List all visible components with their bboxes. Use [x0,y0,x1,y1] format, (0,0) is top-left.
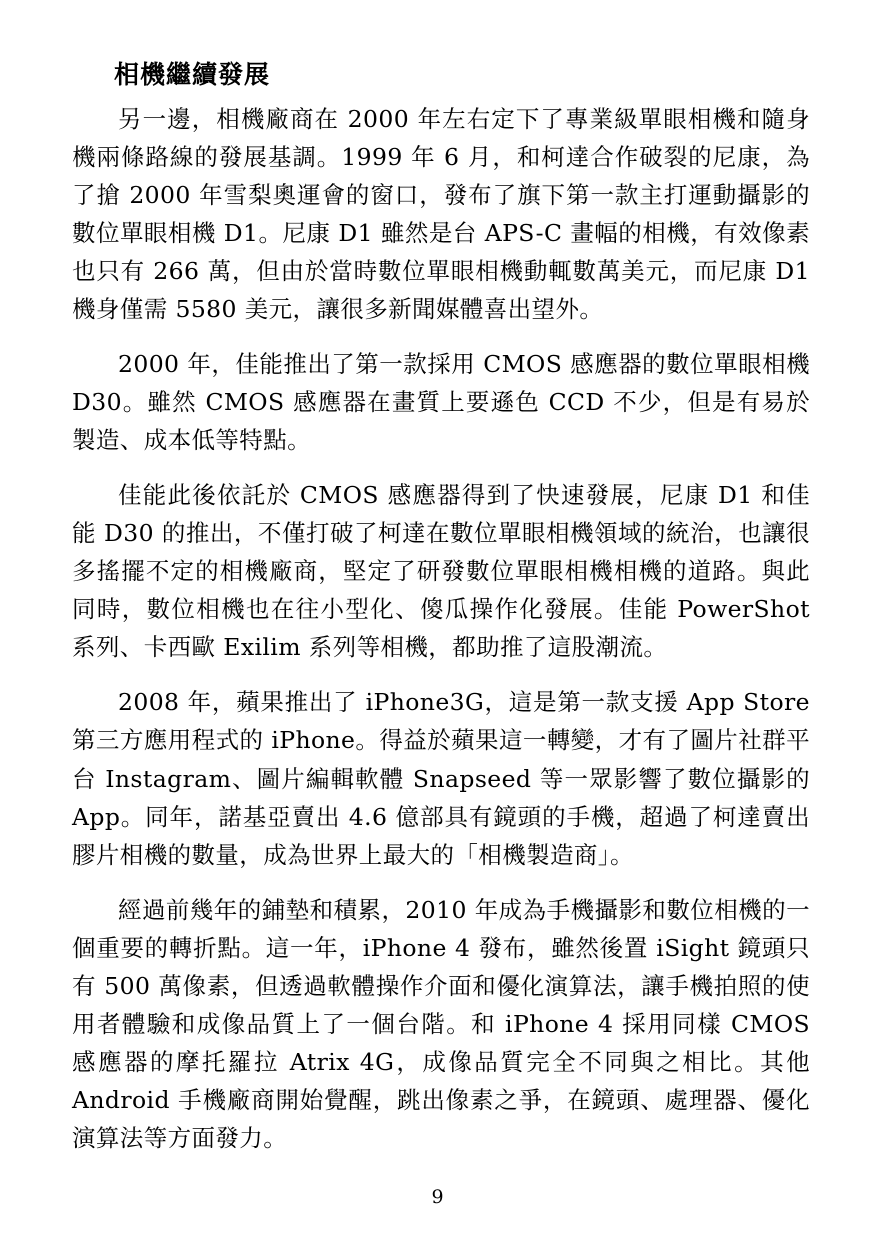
paragraph-2: 2000 年，佳能推出了第一款採用 CMOS 感應器的數位單眼相機 D30。雖然 CMOS 感應器在畫質上要遜色 CCD 不少，但是有易於製造、成本低等特點。 [72,349,810,454]
paragraph-3: 佳能此後依託於 CMOS 感應器得到了快速發展，尼康 D1 和佳能 D30 的推出，不僅打破了柯達在數位單眼相機領域的統治，也讓很多搖擺不定的相機廠商，堅定了研發數位單眼相機相機的道路。與此同時，數位相機也在往小型化、傻瓜操作化發展。佳能 PowerShot 系列、卡西歐 Exilim 系列等相機，都助推了這股潮流。 [72,481,810,662]
section-heading: 相機繼續發展 [114,60,271,89]
page-number: 9 [431,1186,444,1208]
paragraph-5: 經過前幾年的鋪墊和積累，2010 年成為手機攝影和數位相機的一個重要的轉折點。這一年，iPhone 4 發布，雖然後置 iSight 鏡頭只有 500 萬像素，但透過軟體操作介面和優化演算法，讓手機拍照的使用者體驗和成像品質上了一個台階。和 iPhone 4 採用同樣 CMOS 感應器的摩托羅拉 Atrix 4G，成像品質完全不同與之相比。其他 Android 手機廠商開始覺醒，跳出像素之爭，在鏡頭、處理器、優化演算法等方面發力。 [72,895,810,1153]
paragraph-4: 2008 年，蘋果推出了 iPhone3G，這是第一款支援 App Store 第三方應用程式的 iPhone。得益於蘋果這一轉變，才有了圖片社群平台 Instagram、圖片編輯軟體 Snapseed 等一眾影響了數位攝影的 App。同年，諾基亞賣出 4.6 億部具有鏡頭的手機，超過了柯達賣出膠片相機的數量，成為世界上最大的「相機製造商」。 [72,688,810,869]
paragraph-1: 另一邊，相機廠商在 2000 年左右定下了專業級單眼相機和隨身機兩條路線的發展基調。1999 年 6 月，和柯達合作破裂的尼康，為了搶 2000 年雪梨奧運會的窗口，發布了旗下第一款主打運動攝影的數位單眼相機 D1。尼康 D1 雖然是台 APS-C 畫幅的相機，有效像素也只有 266 萬，但由於當時數位單眼相機動輒數萬美元，而尼康 D1 機身僅需 5580 美元，讓很多新聞媒體喜出望外。 [72,104,810,323]
page-content [72,56,810,1157]
